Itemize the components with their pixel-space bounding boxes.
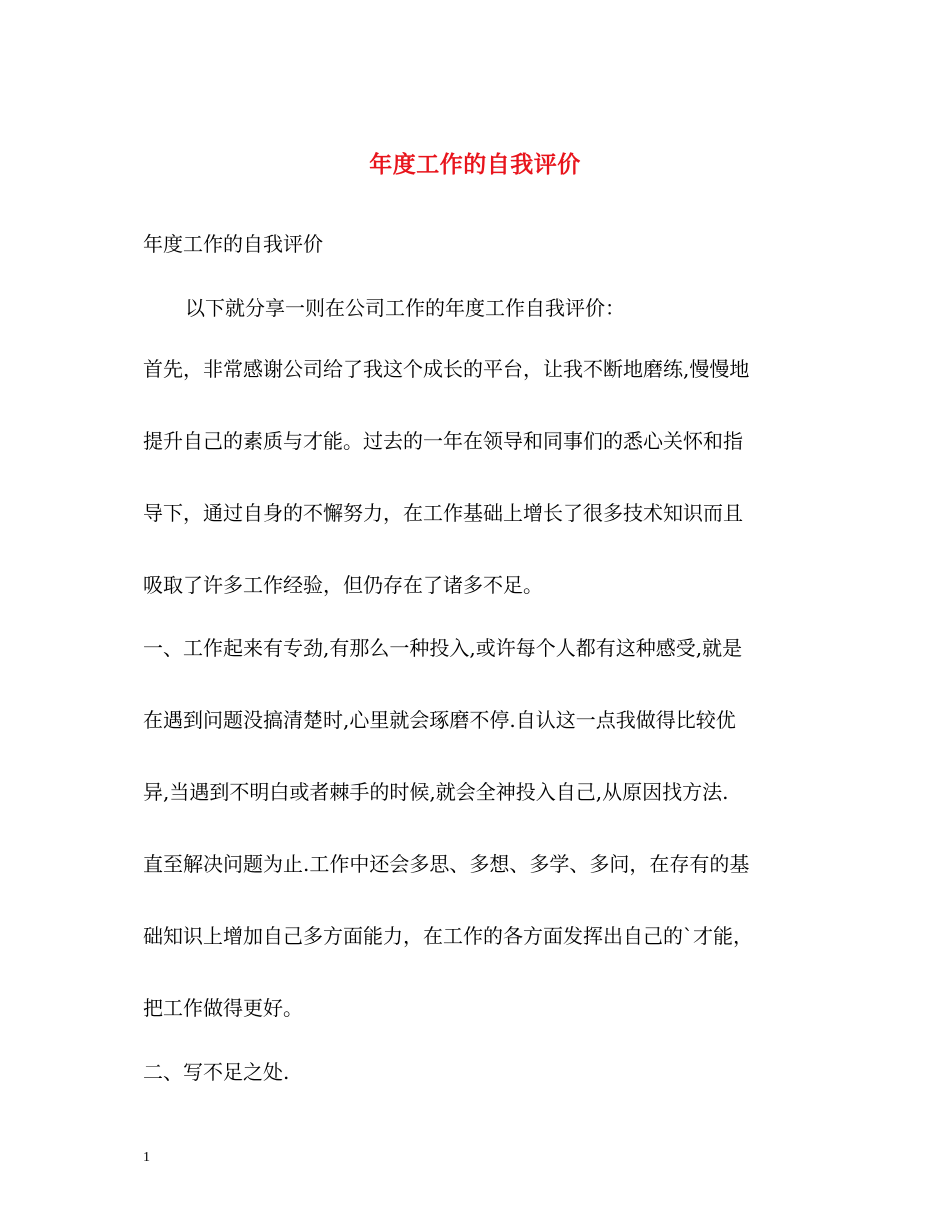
body-line-1: 首先，非常感谢公司给了我这个成长的平台，让我不断地磨练,慢慢地 bbox=[143, 357, 750, 381]
body-line-7: 异,当遇到不明白或者棘手的时候,就会全神投入自己,从原因找方法. bbox=[143, 780, 729, 804]
body-line-8: 直至解决问题为止.工作中还会多思、多想、多学、多问，在存有的基 bbox=[143, 852, 750, 876]
body-line-2: 提升自己的素质与才能。过去的一年在领导和同事们的悉心关怀和指 bbox=[143, 429, 743, 453]
body-line-5: 一、工作起来有专劲,有那么一种投入,或许每个人都有这种感受,就是 bbox=[143, 636, 743, 660]
body-line-4: 吸取了许多工作经验，但仍存在了诸多不足。 bbox=[143, 573, 543, 597]
intro-paragraph: 以下就分享一则在公司工作的年度工作自我评价： bbox=[185, 296, 625, 320]
body-line-10: 把工作做得更好。 bbox=[143, 996, 303, 1020]
body-line-9: 础知识上增加自己多方面能力，在工作的各方面发挥出自己的`才能， bbox=[143, 924, 753, 948]
body-line-11: 二、写不足之处. bbox=[143, 1060, 290, 1084]
document-title: 年度工作的自我评价 bbox=[369, 151, 581, 178]
document-subtitle: 年度工作的自我评价 bbox=[143, 232, 323, 256]
body-line-6: 在遇到问题没搞清楚时,心里就会琢磨不停.自认这一点我做得比较优 bbox=[143, 708, 736, 732]
body-line-3: 导下，通过自身的不懈努力，在工作基础上增长了很多技术知识而且 bbox=[143, 501, 743, 525]
page-number: 1 bbox=[143, 1150, 150, 1165]
